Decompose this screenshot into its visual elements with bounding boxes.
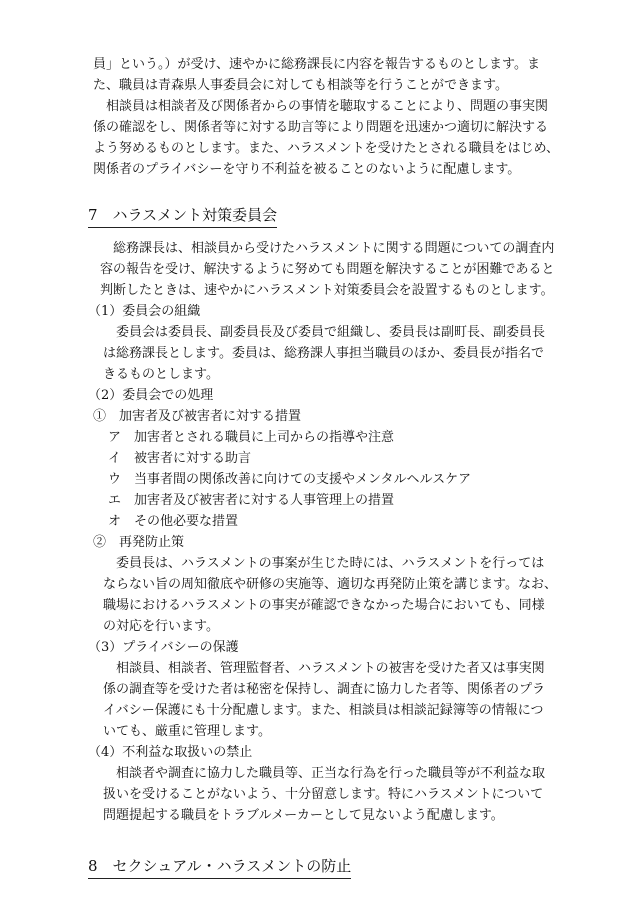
- body-line: 相談員、相談者、管理監督者、ハラスメントの被害を受けた者又は事実関: [116, 661, 545, 676]
- body-line: 問題提起する職員をトラブルメーカーとして見ないよう配慮します。: [103, 808, 504, 823]
- list-item: ア 加害者とされる職員に上司からの指導や注意: [108, 430, 395, 445]
- subsection-3-heading: （3）プライバシーの保護: [88, 640, 239, 655]
- body-line: は総務課長とします。委員は、総務課人事担当職員のほか、委員長が指名で: [103, 346, 544, 361]
- body-line: ならない旨の周知徹底や研修の実施等、適切な再発防止策を講じます。なお、: [103, 577, 557, 592]
- section-7-heading: 7 ハラスメント対策委員会: [88, 204, 277, 228]
- subsection-2-heading: （2）委員会での処理: [88, 388, 214, 403]
- intro-line: 相談員は相談者及び関係者からの事情を聴取することにより、問題の事実関: [106, 99, 549, 114]
- body-line: 判断したときは、速やかにハラスメント対策委員会を設置するものとします。: [100, 283, 554, 298]
- intro-line: 係の確認をし、関係者等に対する助言等により問題を迅速かつ適切に解決する: [93, 120, 549, 135]
- list-item: ① 加害者及び被害者に対する措置: [93, 409, 302, 424]
- body-line: 委員会は委員長、副委員長及び委員で組織し、委員長は副町長、副委員長: [116, 325, 546, 340]
- body-line: イバシー保護にも十分配慮します。また、相談員は相談記録簿等の情報につ: [103, 703, 544, 718]
- body-line: 委員長は、ハラスメントの事案が生じた時には、ハラスメントを行っては: [116, 556, 545, 571]
- subsection-1-heading: （1）委員会の組織: [88, 304, 201, 319]
- body-line: 職場におけるハラスメントの事実が確認できなかった場合においても、同様: [103, 598, 545, 613]
- body-line: の対応を行います。: [103, 619, 219, 634]
- subsection-4-heading: （4）不利益な取扱いの禁止: [88, 745, 253, 760]
- body-line: きるものとします。: [103, 367, 219, 382]
- body-line: 扱いを受けることがないよう、十分留意します。特にハラスメントについて: [103, 787, 544, 802]
- body-line: 相談者や調査に協力した職員等、正当な行為を行った職員等が不利益な取: [116, 766, 546, 781]
- body-line: いても、厳重に管理します。: [103, 724, 271, 739]
- intro-line: よう努めるものとします。また、ハラスメントを受けたとされる職員をはじめ、: [93, 141, 560, 156]
- intro-line: 員」という。）が受け、速やかに総務課長に内容を報告するものとします。ま: [93, 57, 540, 72]
- intro-line: 関係者のプライバシーを守り不利益を被ることのないように配慮します。: [93, 162, 521, 177]
- list-item: エ 加害者及び被害者に対する人事管理上の措置: [108, 493, 395, 508]
- section-8-heading: 8 セクシュアル・ハラスメントの防止: [88, 855, 351, 879]
- list-item: ウ 当事者間の関係改善に向けての支援やメンタルヘルスケア: [108, 472, 472, 487]
- body-line: 係の調査等を受けた者は秘密を保持し、調査に協力した者等、関係者のプラ: [103, 682, 546, 697]
- list-item: ② 再発防止策: [93, 535, 185, 550]
- body-line: 容の報告を受け、解決するように努めても問題を解決することが困難であると: [100, 262, 555, 277]
- body-line: 総務課長は、相談員から受けたハラスメントに関する問題についての調査内: [113, 241, 555, 256]
- intro-line: た、職員は青森県人事委員会に対しても相談等を行うことができます。: [93, 78, 508, 93]
- list-item: イ 被害者に対する助言: [108, 451, 252, 466]
- list-item: オ その他必要な措置: [108, 514, 239, 529]
